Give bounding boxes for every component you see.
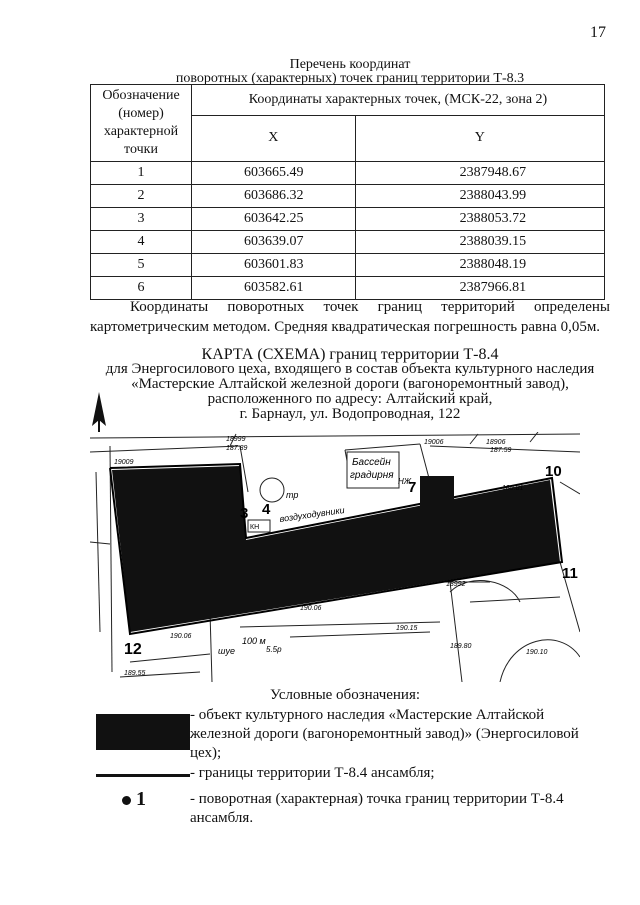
cell-x: 603639.07	[192, 231, 356, 254]
elevation-label: 18992	[446, 581, 466, 588]
chimney-circle	[260, 478, 284, 502]
cell-x: 603665.49	[192, 162, 356, 185]
header-point-id: Обозначение (номер) характерной точки	[91, 85, 192, 162]
table-caption-line1: Перечень координат	[289, 57, 411, 72]
legend-text: - поворотная (характерная) точка границ территории Т-8.4 ансамбля.	[190, 791, 564, 826]
elevation-label: 189.80	[450, 643, 472, 650]
elevation-label: 190.06	[300, 605, 322, 612]
map-label-kn: КН	[250, 524, 260, 531]
table-caption-line2: поворотных (характерных) точек границ территории Т-8.3	[175, 71, 525, 86]
legend-title: Условные обозначения:	[270, 687, 421, 703]
map-title-line2: для Энергосилового цеха, входящего в состав объекта культурного наследия	[105, 361, 595, 377]
elevation-label: 190.15	[396, 625, 418, 632]
table-row	[91, 162, 605, 185]
header-x: X	[192, 115, 356, 161]
north-arrow-icon	[92, 392, 106, 436]
table-row	[91, 185, 605, 208]
territory-map	[90, 432, 580, 682]
elevation-label: 190.06	[170, 633, 192, 640]
table-row	[91, 231, 605, 254]
elevation-label: 190.10	[526, 649, 548, 656]
map-label-tr: тр	[286, 490, 299, 500]
point-label-3: 3	[240, 505, 249, 522]
map-label-basin: Бассейн	[352, 457, 391, 468]
legend-item-heritage	[90, 706, 610, 766]
elevation-label: 19006	[424, 439, 444, 446]
point-label-4: 4	[262, 501, 271, 518]
point-number: 1	[136, 788, 146, 810]
map-label-small: 5.5р	[266, 645, 282, 654]
heritage-building-fill	[112, 466, 560, 632]
cell-x: 603642.25	[192, 208, 356, 231]
map-title-line1: КАРТА (СХЕМА) границ территории Т-8.4	[201, 346, 499, 363]
cell-y: 2388043.99	[355, 185, 604, 208]
elevation-label: 189.55	[124, 670, 146, 677]
legend-line-swatch	[96, 774, 190, 777]
cell-y: 2387948.67	[355, 162, 604, 185]
point-label-8: 8	[458, 471, 467, 488]
cell-id: 5	[91, 254, 192, 277]
map-label-air: воздуходувники	[278, 504, 346, 524]
cell-y: 2387966.81	[355, 277, 604, 300]
table-caption	[90, 58, 610, 86]
cell-y: 2388048.19	[355, 254, 604, 277]
legend-item-boundary	[90, 764, 610, 788]
header-y: Y	[355, 115, 604, 161]
legend-item-point	[90, 790, 610, 830]
cell-id: 1	[91, 162, 192, 185]
legend-fill-swatch	[96, 714, 190, 750]
coordinates-table	[90, 84, 605, 300]
elevation-label: 18999	[226, 436, 246, 443]
elevation-label: 187.89	[226, 445, 248, 452]
map-title-line3: «Мастерские Алтайской железной дороги (вагоноремонтный завод),	[131, 376, 569, 392]
legend-point-swatch	[96, 790, 190, 814]
map-title-line5: г. Барнаул, ул. Водопроводная, 122	[239, 406, 461, 422]
map-label-small: шуе	[218, 646, 235, 656]
cell-x: 603601.83	[192, 254, 356, 277]
cell-id: 6	[91, 277, 192, 300]
cell-id: 2	[91, 185, 192, 208]
map-title	[90, 347, 610, 422]
cell-id: 4	[91, 231, 192, 254]
page-number: 17	[590, 24, 606, 41]
cell-x: 603582.61	[192, 277, 356, 300]
map-title-line4: расположенного по адресу: Алтайский край,	[207, 391, 493, 407]
map-label-tower: градирня	[350, 470, 394, 481]
elevation-label: 187.59	[490, 447, 512, 454]
method-note: Координаты поворотных точек границ территорий определены картометрическим методом. Средняя квадратическая погрешность равна 0,05м.	[90, 299, 610, 335]
point-label-10: 10	[545, 463, 562, 480]
cell-y: 2388053.72	[355, 208, 604, 231]
map-label-distance: 100 м	[242, 636, 266, 646]
legend-text: - объект культурного наследия «Мастерские Алтайской железной дороги (вагоноремонтный завод)» (Энергосиловой цех);	[190, 707, 579, 761]
header-coordinates: Координаты характерных точек, (МСК-22, зона 2)	[192, 85, 605, 116]
elevation-label: 18906	[486, 439, 506, 446]
elevation-label: 189.81	[502, 485, 524, 492]
table-row	[91, 208, 605, 231]
point-label-11: 11	[562, 565, 578, 582]
cell-x: 603686.32	[192, 185, 356, 208]
table-row	[91, 254, 605, 277]
tower-block	[420, 476, 454, 514]
point-label-7: 7	[408, 479, 417, 496]
point-label-12: 12	[124, 641, 142, 658]
map-label-nzh: НЖ	[398, 477, 412, 486]
elevation-label: 19009	[114, 459, 134, 466]
legend-text: - границы территории Т-8.4 ансамбля;	[190, 765, 435, 781]
cell-id: 3	[91, 208, 192, 231]
point-dot-icon	[122, 796, 131, 805]
cell-y: 2388039.15	[355, 231, 604, 254]
